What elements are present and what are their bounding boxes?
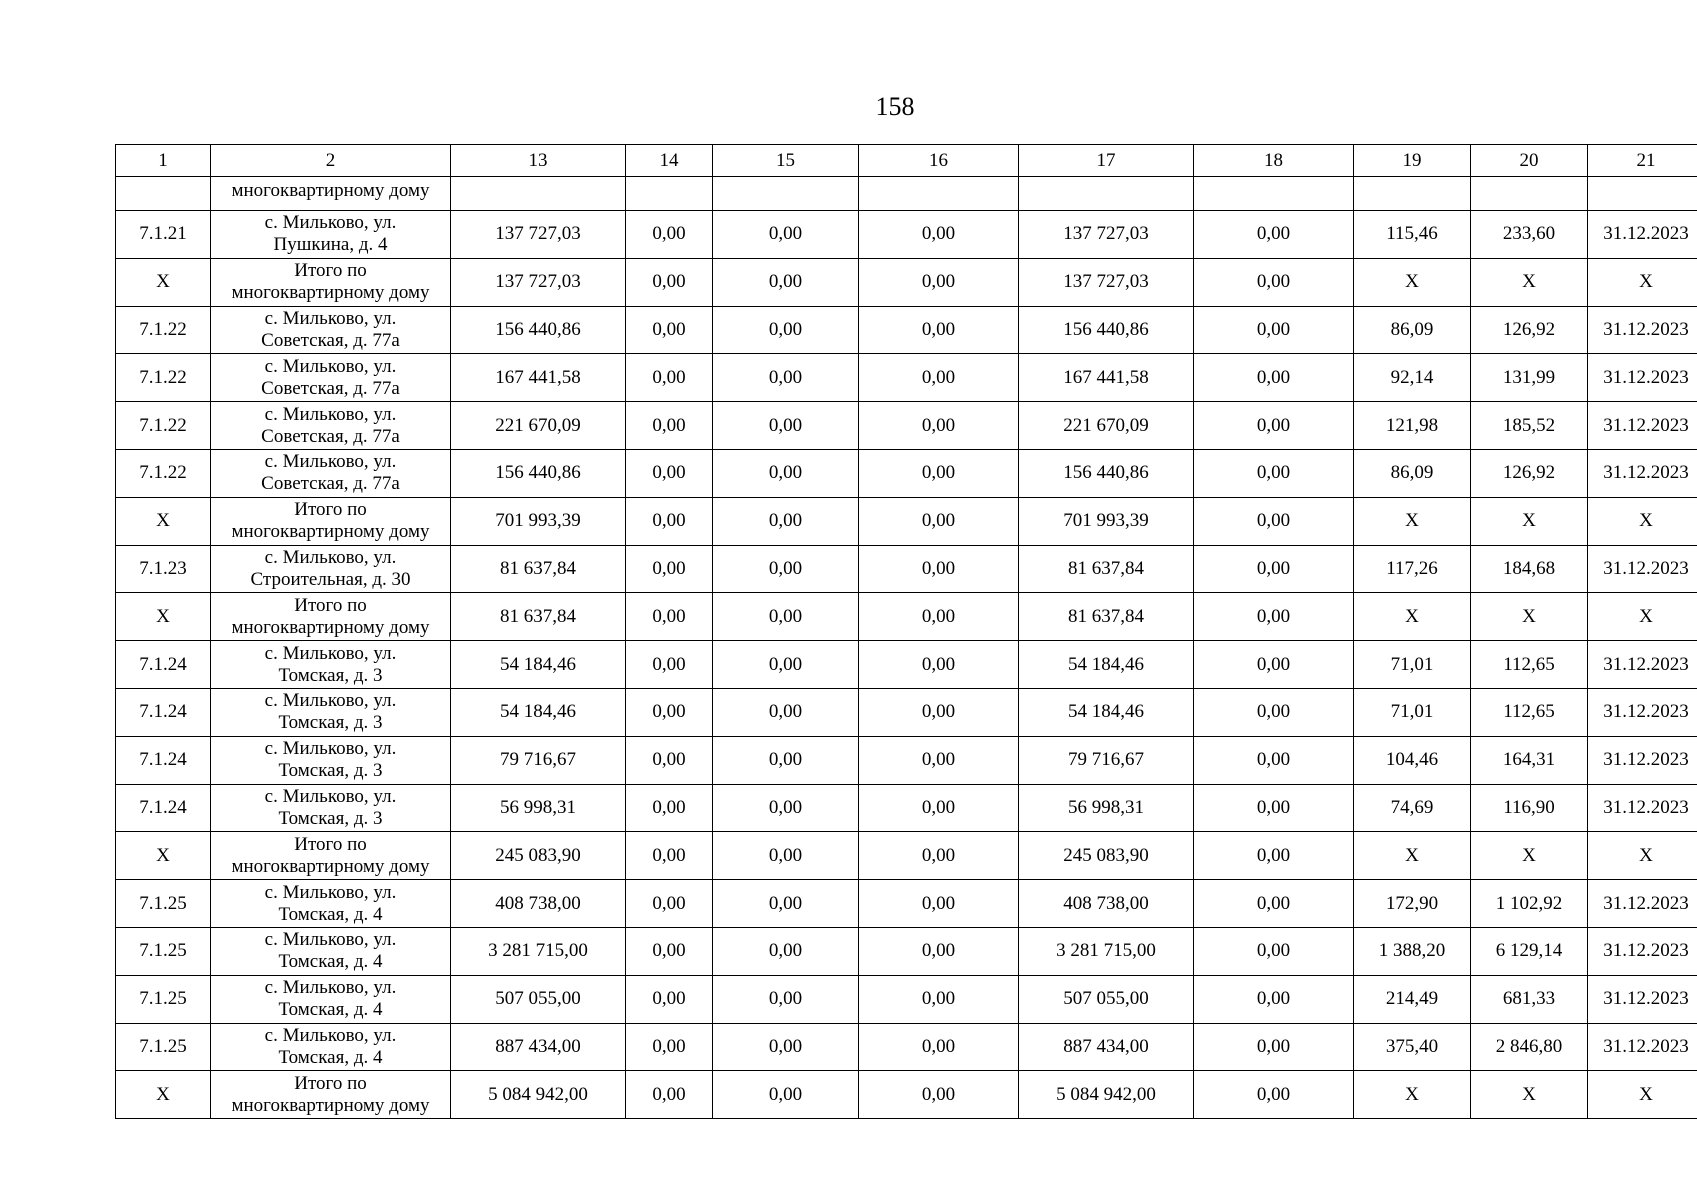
table-cell: 0,00 (859, 1071, 1019, 1119)
table-cell: X (1471, 497, 1588, 545)
address-line: с. Мильково, ул. (264, 785, 397, 807)
table-cell: X (1471, 1071, 1588, 1119)
table-cell: 7.1.25 (116, 975, 211, 1023)
table-cell: 0,00 (713, 688, 859, 736)
table-cell: 131,99 (1471, 354, 1588, 402)
table-cell: X (1588, 497, 1697, 545)
address-line: Итого по (294, 1072, 367, 1094)
table-cell: 0,00 (713, 354, 859, 402)
table-cell: 104,46 (1354, 736, 1471, 784)
table-cell: 7.1.22 (116, 449, 211, 497)
column-header: 2 (211, 145, 451, 177)
address-line: Томская, д. 4 (278, 903, 383, 925)
table-cell: 56 998,31 (451, 784, 626, 832)
table-row (116, 211, 1697, 259)
address-line: Итого по (294, 594, 367, 616)
table-cell: 81 637,84 (451, 593, 626, 641)
address-line: Томская, д. 4 (278, 951, 383, 973)
table-cell: X (1471, 593, 1588, 641)
table-cell: 0,00 (859, 975, 1019, 1023)
table-cell: X (1588, 1071, 1697, 1119)
table-cell: 2 846,80 (1471, 1023, 1588, 1071)
table-cell: 0,00 (626, 449, 713, 497)
table-cell: 887 434,00 (451, 1023, 626, 1071)
table-cell: X (1354, 832, 1471, 880)
table-cell: 7.1.25 (116, 927, 211, 975)
address-line: многоквартирному дому (231, 521, 430, 543)
table-cell: 0,00 (713, 306, 859, 354)
table-cell: 116,90 (1471, 784, 1588, 832)
table-cell: 5 084 942,00 (1019, 1071, 1194, 1119)
table-cell: 0,00 (626, 688, 713, 736)
table-cell: 31.12.2023 (1588, 354, 1697, 402)
table-cell: 0,00 (713, 975, 859, 1023)
table-cell: 681,33 (1471, 975, 1588, 1023)
column-header: 1 (116, 145, 211, 177)
table-cell: 233,60 (1471, 211, 1588, 259)
table-cell (1588, 177, 1697, 211)
table-cell: 0,00 (859, 545, 1019, 593)
column-header: 18 (1194, 145, 1354, 177)
table-cell: 112,65 (1471, 688, 1588, 736)
table-cell: 0,00 (713, 1023, 859, 1071)
table-cell: 31.12.2023 (1588, 211, 1697, 259)
table-cell: 0,00 (626, 354, 713, 402)
table-cell: 137 727,03 (1019, 258, 1194, 306)
address-line: многоквартирному дому (231, 855, 430, 877)
table-cell: 0,00 (713, 880, 859, 928)
table-cell: 56 998,31 (1019, 784, 1194, 832)
table-cell: 0,00 (713, 736, 859, 784)
table-cell: 7.1.22 (116, 354, 211, 402)
table-cell: 0,00 (626, 975, 713, 1023)
table-cell: 79 716,67 (451, 736, 626, 784)
table-cell: 167 441,58 (1019, 354, 1194, 402)
table-cell: 221 670,09 (1019, 402, 1194, 450)
table-cell: 0,00 (713, 927, 859, 975)
table-cell: 701 993,39 (451, 497, 626, 545)
table-cell: 0,00 (859, 688, 1019, 736)
table-cell: многоквартирному дому (211, 177, 451, 211)
address-line: с. Мильково, ул. (264, 642, 397, 664)
table-row (116, 975, 1697, 1023)
address-line: многоквартирному дому (231, 616, 430, 638)
address-cell (211, 211, 451, 259)
table-row (116, 641, 1697, 689)
address-line: многоквартирному дому (231, 1094, 430, 1116)
table-cell: 0,00 (1194, 1071, 1354, 1119)
table-row (116, 784, 1697, 832)
table-cell: 31.12.2023 (1588, 1023, 1697, 1071)
table-cell: 408 738,00 (451, 880, 626, 928)
address-line: Пушкина, д. 4 (273, 234, 388, 256)
table-cell: 31.12.2023 (1588, 927, 1697, 975)
table-cell: X (116, 258, 211, 306)
table-cell: 0,00 (713, 402, 859, 450)
address-line: Советская, д. 77а (261, 329, 400, 351)
table-cell: 0,00 (859, 354, 1019, 402)
table-cell: 86,09 (1354, 306, 1471, 354)
table-cell: 54 184,46 (451, 641, 626, 689)
column-header: 17 (1019, 145, 1194, 177)
table-cell: 172,90 (1354, 880, 1471, 928)
table-cell: 156 440,86 (451, 306, 626, 354)
table-cell: 408 738,00 (1019, 880, 1194, 928)
table-cell: 0,00 (1194, 975, 1354, 1023)
table-cell: 7.1.24 (116, 688, 211, 736)
table-cell: 7.1.24 (116, 736, 211, 784)
table-cell: X (1588, 593, 1697, 641)
table-cell: 0,00 (713, 211, 859, 259)
table-cell: 0,00 (626, 880, 713, 928)
table-cell: 79 716,67 (1019, 736, 1194, 784)
address-cell (211, 1023, 451, 1071)
table-cell: 0,00 (859, 832, 1019, 880)
address-line: с. Мильково, ул. (264, 403, 397, 425)
address-line: с. Мильково, ул. (264, 977, 397, 999)
table-cell: 0,00 (713, 784, 859, 832)
address-line: Томская, д. 3 (278, 807, 383, 829)
table-cell: X (116, 832, 211, 880)
address-cell (211, 354, 451, 402)
table-row (116, 306, 1697, 354)
address-cell (211, 832, 451, 880)
table-cell: 81 637,84 (1019, 593, 1194, 641)
table-cell: 245 083,90 (451, 832, 626, 880)
table-cell: 0,00 (859, 927, 1019, 975)
address-line: Томская, д. 3 (278, 664, 383, 686)
table-cell: 31.12.2023 (1588, 449, 1697, 497)
table-cell: 0,00 (859, 784, 1019, 832)
table-header-row (116, 145, 1697, 177)
table-cell: X (1354, 258, 1471, 306)
table-cell (1471, 177, 1588, 211)
table-cell: 3 281 715,00 (451, 927, 626, 975)
column-header: 14 (626, 145, 713, 177)
table-cell (859, 177, 1019, 211)
address-line: многоквартирному дому (231, 282, 430, 304)
table-cell: 0,00 (859, 258, 1019, 306)
table-cell: X (116, 1071, 211, 1119)
table-cell: 0,00 (1194, 306, 1354, 354)
address-line: с. Мильково, ул. (264, 546, 397, 568)
table-cell: 0,00 (713, 497, 859, 545)
table-cell: 375,40 (1354, 1023, 1471, 1071)
table-cell: 121,98 (1354, 402, 1471, 450)
table-row (116, 1023, 1697, 1071)
table-row (116, 1071, 1697, 1119)
table-cell: 0,00 (859, 497, 1019, 545)
address-line: Томская, д. 4 (278, 1046, 383, 1068)
address-line: Советская, д. 77а (261, 473, 400, 495)
table-cell (1194, 177, 1354, 211)
table-cell: 126,92 (1471, 449, 1588, 497)
table-cell: 7.1.24 (116, 784, 211, 832)
table-cell: 507 055,00 (451, 975, 626, 1023)
table-cell: 164,31 (1471, 736, 1588, 784)
table-cell: 0,00 (1194, 736, 1354, 784)
table-cell: 117,26 (1354, 545, 1471, 593)
table-cell: 701 993,39 (1019, 497, 1194, 545)
table-cell: 31.12.2023 (1588, 545, 1697, 593)
table-cell: 7.1.24 (116, 641, 211, 689)
table-cell: 156 440,86 (1019, 449, 1194, 497)
table-cell: X (1354, 497, 1471, 545)
table-cell: 7.1.21 (116, 211, 211, 259)
table-cell: 221 670,09 (451, 402, 626, 450)
column-header: 13 (451, 145, 626, 177)
table-cell: 0,00 (626, 1071, 713, 1119)
table-cell: 0,00 (1194, 545, 1354, 593)
table-cell: X (1354, 593, 1471, 641)
address-line: с. Мильково, ул. (264, 1024, 397, 1046)
column-header: 19 (1354, 145, 1471, 177)
address-cell (211, 975, 451, 1023)
table-cell: 184,68 (1471, 545, 1588, 593)
table-cell: X (1471, 832, 1588, 880)
address-cell (211, 1071, 451, 1119)
table-cell: 156 440,86 (451, 449, 626, 497)
table-cell: 185,52 (1471, 402, 1588, 450)
table-cell: 0,00 (1194, 880, 1354, 928)
table-cell: 31.12.2023 (1588, 975, 1697, 1023)
address-cell (211, 258, 451, 306)
address-line: с. Мильково, ул. (264, 929, 397, 951)
table-cell: 0,00 (1194, 927, 1354, 975)
table-cell: 31.12.2023 (1588, 306, 1697, 354)
address-line: Итого по (294, 260, 367, 282)
table-cell: 7.1.22 (116, 306, 211, 354)
address-line: Итого по (294, 499, 367, 521)
table-cell: 0,00 (626, 736, 713, 784)
table-cell: 7.1.25 (116, 880, 211, 928)
table-cell: 0,00 (626, 211, 713, 259)
table-cell: 0,00 (626, 497, 713, 545)
address-cell (211, 736, 451, 784)
table-cell: 1 102,92 (1471, 880, 1588, 928)
table-cell: 0,00 (713, 1071, 859, 1119)
table-cell: 92,14 (1354, 354, 1471, 402)
table-cell (713, 177, 859, 211)
address-line: с. Мильково, ул. (264, 690, 397, 712)
address-cell (211, 641, 451, 689)
table-cell: 167 441,58 (451, 354, 626, 402)
table-cell: 0,00 (626, 545, 713, 593)
address-line: Советская, д. 77а (261, 425, 400, 447)
table-cell: 31.12.2023 (1588, 402, 1697, 450)
address-line: с. Мильково, ул. (264, 451, 397, 473)
address-line: Строительная, д. 30 (250, 568, 411, 590)
table-cell: X (1471, 258, 1588, 306)
table-row (116, 688, 1697, 736)
table-cell: 0,00 (1194, 593, 1354, 641)
table-row (116, 497, 1697, 545)
table-cell: 0,00 (713, 593, 859, 641)
table-cell: 0,00 (1194, 688, 1354, 736)
table-cell: 0,00 (1194, 832, 1354, 880)
table-cell: 0,00 (1194, 1023, 1354, 1071)
table-cell: 71,01 (1354, 688, 1471, 736)
address-line: Советская, д. 77а (261, 377, 400, 399)
address-cell (211, 784, 451, 832)
table-cell: 0,00 (859, 306, 1019, 354)
table-cell: 0,00 (713, 258, 859, 306)
address-line: Томская, д. 3 (278, 712, 383, 734)
address-line: Томская, д. 3 (278, 760, 383, 782)
table-cell: 887 434,00 (1019, 1023, 1194, 1071)
table-cell: 112,65 (1471, 641, 1588, 689)
table-cell: 0,00 (713, 832, 859, 880)
table-row (116, 545, 1697, 593)
table-cell: 0,00 (1194, 211, 1354, 259)
table-cell: 1 388,20 (1354, 927, 1471, 975)
table-cell: 0,00 (713, 545, 859, 593)
table-cell: 0,00 (626, 258, 713, 306)
table-cell: 507 055,00 (1019, 975, 1194, 1023)
table-cell: X (116, 497, 211, 545)
table-cell: 0,00 (859, 211, 1019, 259)
table-cell: 7.1.23 (116, 545, 211, 593)
table-cell: 81 637,84 (451, 545, 626, 593)
table-cell: 31.12.2023 (1588, 688, 1697, 736)
table-cell: 0,00 (1194, 449, 1354, 497)
table-cell: 86,09 (1354, 449, 1471, 497)
address-line: с. Мильково, ул. (264, 738, 397, 760)
table-row (116, 593, 1697, 641)
table-cell: 0,00 (1194, 354, 1354, 402)
address-line: Итого по (294, 833, 367, 855)
table-cell (116, 177, 211, 211)
address-line: с. Мильково, ул. (264, 307, 397, 329)
table-cell: 0,00 (626, 306, 713, 354)
column-header: 21 (1588, 145, 1697, 177)
table-cell: 31.12.2023 (1588, 736, 1697, 784)
table-cell: 0,00 (1194, 641, 1354, 689)
table-cell: 81 637,84 (1019, 545, 1194, 593)
table-cell: 0,00 (626, 832, 713, 880)
table-cell: 156 440,86 (1019, 306, 1194, 354)
table-cell: 0,00 (1194, 402, 1354, 450)
address-line: с. Мильково, ул. (264, 212, 397, 234)
table-row (116, 880, 1697, 928)
table-row (116, 402, 1697, 450)
table-cell: 0,00 (626, 402, 713, 450)
table-cell: 54 184,46 (1019, 688, 1194, 736)
table-cell: X (1588, 832, 1697, 880)
address-cell (211, 402, 451, 450)
column-header: 20 (1471, 145, 1588, 177)
table-row (116, 354, 1697, 402)
address-line: с. Мильково, ул. (264, 881, 397, 903)
address-cell (211, 688, 451, 736)
table-cell (626, 177, 713, 211)
table-cell (1354, 177, 1471, 211)
table-cell: 5 084 942,00 (451, 1071, 626, 1119)
column-header: 16 (859, 145, 1019, 177)
table-cell: 0,00 (626, 784, 713, 832)
table-cell: X (1354, 1071, 1471, 1119)
table-cell: 7.1.22 (116, 402, 211, 450)
address-line: с. Мильково, ул. (264, 355, 397, 377)
table-cell: 245 083,90 (1019, 832, 1194, 880)
table-row (116, 927, 1697, 975)
table-cell: 0,00 (626, 927, 713, 975)
column-header: 15 (713, 145, 859, 177)
table-cell: 137 727,03 (451, 211, 626, 259)
table-cell: 0,00 (713, 641, 859, 689)
address-cell (211, 880, 451, 928)
continuation-row (116, 177, 1697, 211)
table-cell: 6 129,14 (1471, 927, 1588, 975)
table-cell: 0,00 (859, 736, 1019, 784)
table-cell: 0,00 (859, 449, 1019, 497)
address-cell (211, 449, 451, 497)
table-cell: X (1588, 258, 1697, 306)
table-row (116, 832, 1697, 880)
table-cell: 0,00 (859, 593, 1019, 641)
address-cell (211, 593, 451, 641)
table-cell: 31.12.2023 (1588, 641, 1697, 689)
table-cell: 74,69 (1354, 784, 1471, 832)
table-cell: 3 281 715,00 (1019, 927, 1194, 975)
table-cell: 115,46 (1354, 211, 1471, 259)
address-line: Томская, д. 4 (278, 999, 383, 1021)
table-cell: 0,00 (626, 593, 713, 641)
table-cell: 31.12.2023 (1588, 784, 1697, 832)
address-cell (211, 306, 451, 354)
table-cell: 71,01 (1354, 641, 1471, 689)
table-cell: 137 727,03 (1019, 211, 1194, 259)
table-cell: 0,00 (1194, 784, 1354, 832)
address-cell (211, 927, 451, 975)
table-cell: 54 184,46 (1019, 641, 1194, 689)
table-cell: 0,00 (859, 641, 1019, 689)
table-cell: 0,00 (859, 880, 1019, 928)
table-row (116, 258, 1697, 306)
table-cell: 0,00 (713, 449, 859, 497)
table-cell: 0,00 (1194, 258, 1354, 306)
page-number: 158 (875, 92, 915, 121)
data-table (115, 144, 1697, 1119)
table-cell: 7.1.25 (116, 1023, 211, 1071)
table-cell: X (116, 593, 211, 641)
table-cell: 0,00 (626, 1023, 713, 1071)
address-cell (211, 545, 451, 593)
table-cell (1019, 177, 1194, 211)
table-row (116, 736, 1697, 784)
table-cell: 0,00 (626, 641, 713, 689)
table-cell: 31.12.2023 (1588, 880, 1697, 928)
table-row (116, 449, 1697, 497)
table-cell: 214,49 (1354, 975, 1471, 1023)
table-cell: 54 184,46 (451, 688, 626, 736)
table-cell: 137 727,03 (451, 258, 626, 306)
table-cell: 0,00 (859, 402, 1019, 450)
address-cell (211, 497, 451, 545)
table-cell (451, 177, 626, 211)
table-cell: 0,00 (1194, 497, 1354, 545)
table-cell: 126,92 (1471, 306, 1588, 354)
table-cell: 0,00 (859, 1023, 1019, 1071)
